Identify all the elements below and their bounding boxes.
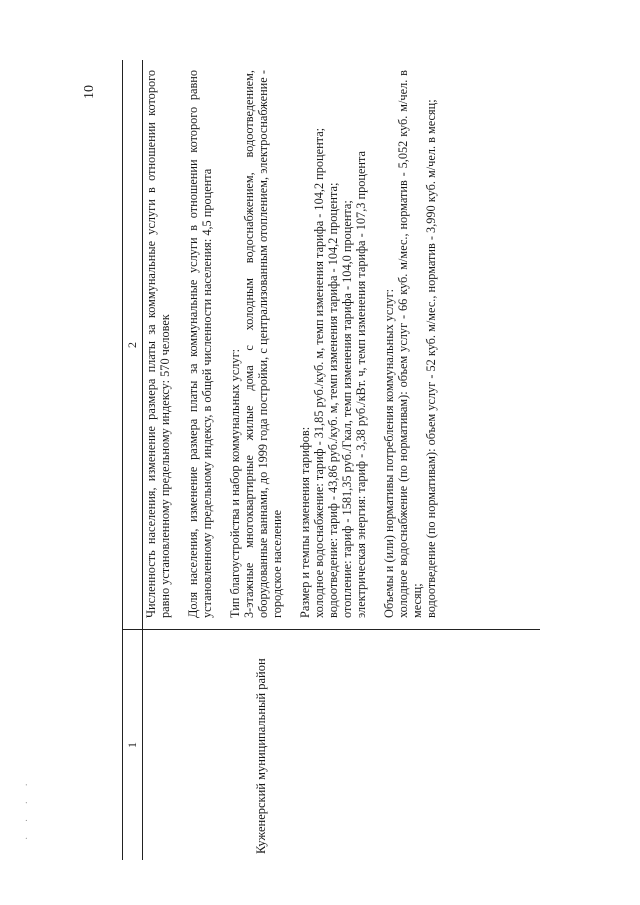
content-line: электрическая энергия: тариф - 3,38 руб./кВт. ч, темп изменения тарифа - 107,3 процента <box>354 151 368 618</box>
content-line: Доля населения, изменение размера платы за коммунальные услуги в отношении которого равно установленному предельному индексу, в общей численности населения: 4,5 процента <box>186 70 214 618</box>
scan-artifact-dots: · · · · <box>22 777 33 840</box>
content-line: водоотведение (по нормативам): объем услуг - 52 куб. м/мес., норматив - 3,990 куб. м/чел. в месяц; <box>424 99 438 618</box>
content-block <box>382 70 452 618</box>
district-name: Куженерский муниципальный район <box>254 658 268 854</box>
paragraph-gap <box>438 70 452 618</box>
content-line: 3-этажные многоквартирные жилые дома с холодным водоснабжением, водоотведением, оборудованные ваннами, до 1999 года постройки, с централизованным отоплением, электроснабжение - городское население <box>242 70 284 618</box>
content-block <box>186 70 228 618</box>
content-cell <box>144 70 452 618</box>
content-line: холодное водоснабжение: тариф - 31,85 руб./куб. м, темп изменения тарифа - 104,2 процента; <box>312 127 326 618</box>
content-line: отопление: тариф - 1581,35 руб./Гкал, темп изменения тарифа - 104,0 процента; <box>340 200 354 618</box>
page-number: 10 <box>82 85 97 99</box>
rotated-table <box>122 60 540 860</box>
content-line: водоотведение: тариф - 43,86 руб./куб. м, темп изменения тарифа - 104,2 процента; <box>326 182 340 618</box>
column-divider <box>122 629 540 630</box>
column-2-number: 2 <box>125 342 139 348</box>
content-line: Объемы и (или) нормативы потребления коммунальных услуг: <box>382 288 396 618</box>
content-block <box>228 70 298 618</box>
paragraph-gap <box>214 70 228 618</box>
content-line: Тип благоустройства и набор коммунальных услуг: <box>228 348 242 618</box>
paragraph-gap <box>172 70 186 618</box>
content-line: холодное водоснабжение (по нормативам): объем услуг - 66 куб. м/мес., норматив - 5,052 куб. м/чел. в месяц; <box>396 70 424 618</box>
paragraph-gap <box>368 70 382 618</box>
content-block <box>144 70 186 618</box>
column-1-number: 1 <box>125 742 139 748</box>
content-block <box>298 70 382 618</box>
content-line: Размер и темпы изменения тарифов: <box>298 426 312 618</box>
header-row-border <box>142 60 143 860</box>
paragraph-gap <box>284 70 298 618</box>
content-line: Численность населения, изменение размера платы за коммунальные услуги в отношении которого равно установленному предельному индексу: 570 человек <box>144 70 172 618</box>
